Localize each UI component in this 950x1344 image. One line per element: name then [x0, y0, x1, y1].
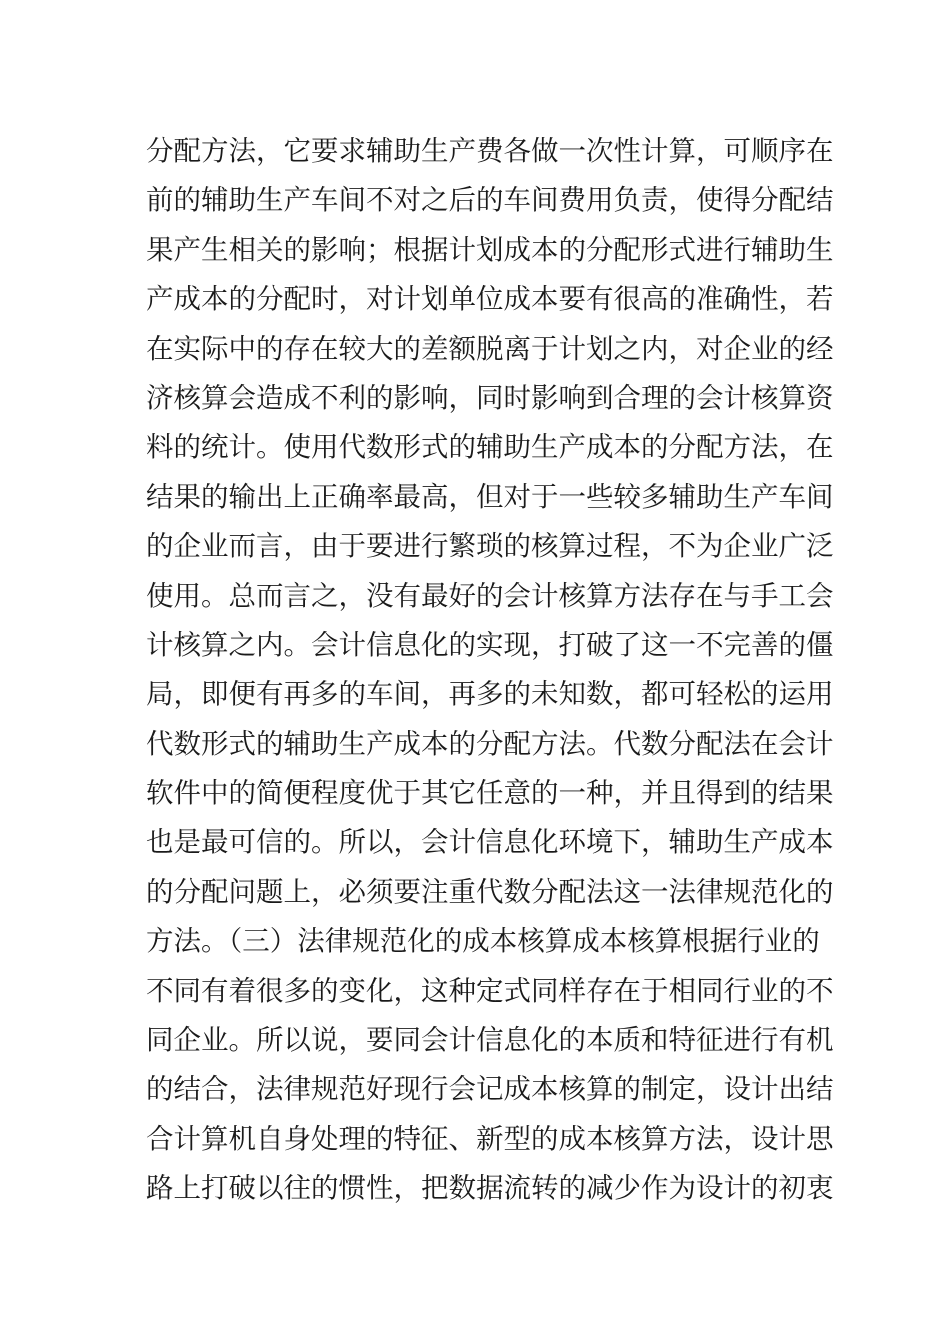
- text-line: 合计算机自身处理的特征、新型的成本核算方法，设计思: [146, 1122, 834, 1155]
- text-line: 代数形式的辅助生产成本的分配方法。代数分配法在会计: [146, 727, 834, 760]
- body-paragraph: [146, 127, 834, 1214]
- text-line: 路上打破以往的惯性，把数据流转的减少作为设计的初衷: [146, 1172, 834, 1205]
- text-line: 也是最可信的。所以，会计信息化环境下，辅助生产成本: [146, 826, 834, 859]
- text-line: 方法。（三）法律规范化的成本核算成本核算根据行业的: [146, 925, 820, 958]
- text-line: 料的统计。使用代数形式的辅助生产成本的分配方法，在: [146, 431, 834, 464]
- text-line: 的分配问题上，必须要注重代数分配法这一法律规范化的: [146, 875, 834, 908]
- text-line: 使用。总而言之，没有最好的会计核算方法存在与手工会: [146, 579, 834, 612]
- text-line: 局，即便有再多的车间，再多的未知数，都可轻松的运用: [146, 678, 834, 711]
- text-line: 产成本的分配时，对计划单位成本要有很高的准确性，若: [146, 283, 834, 316]
- text-line: 软件中的简便程度优于其它任意的一种，并且得到的结果: [146, 777, 834, 810]
- text-line: 计核算之内。会计信息化的实现，打破了这一不完善的僵: [146, 628, 834, 661]
- text-line: 分配方法，它要求辅助生产费各做一次性计算，可顺序在: [146, 135, 834, 167]
- text-line: 结果的输出上正确率最高，但对于一些较多辅助生产车间: [146, 480, 834, 513]
- text-line: 前的辅助生产车间不对之后的车间费用负责，使得分配结: [146, 184, 834, 217]
- text-line: 果产生相关的影响；根据计划成本的分配形式进行辅助生: [146, 233, 834, 266]
- text-line: 在实际中的存在较大的差额脱离于计划之内，对企业的经: [146, 332, 834, 365]
- text-line: 济核算会造成不利的影响，同时影响到合理的会计核算资: [146, 381, 834, 414]
- text-line: 不同有着很多的变化，这种定式同样存在于相同行业的不: [146, 974, 834, 1007]
- text-line: 的企业而言，由于要进行繁琐的核算过程，不为企业广泛: [146, 530, 834, 563]
- text-line: 同企业。所以说，要同会计信息化的本质和特征进行有机: [146, 1024, 834, 1057]
- text-line: 的结合，法律规范好现行会记成本核算的制定，设计出结: [146, 1073, 834, 1106]
